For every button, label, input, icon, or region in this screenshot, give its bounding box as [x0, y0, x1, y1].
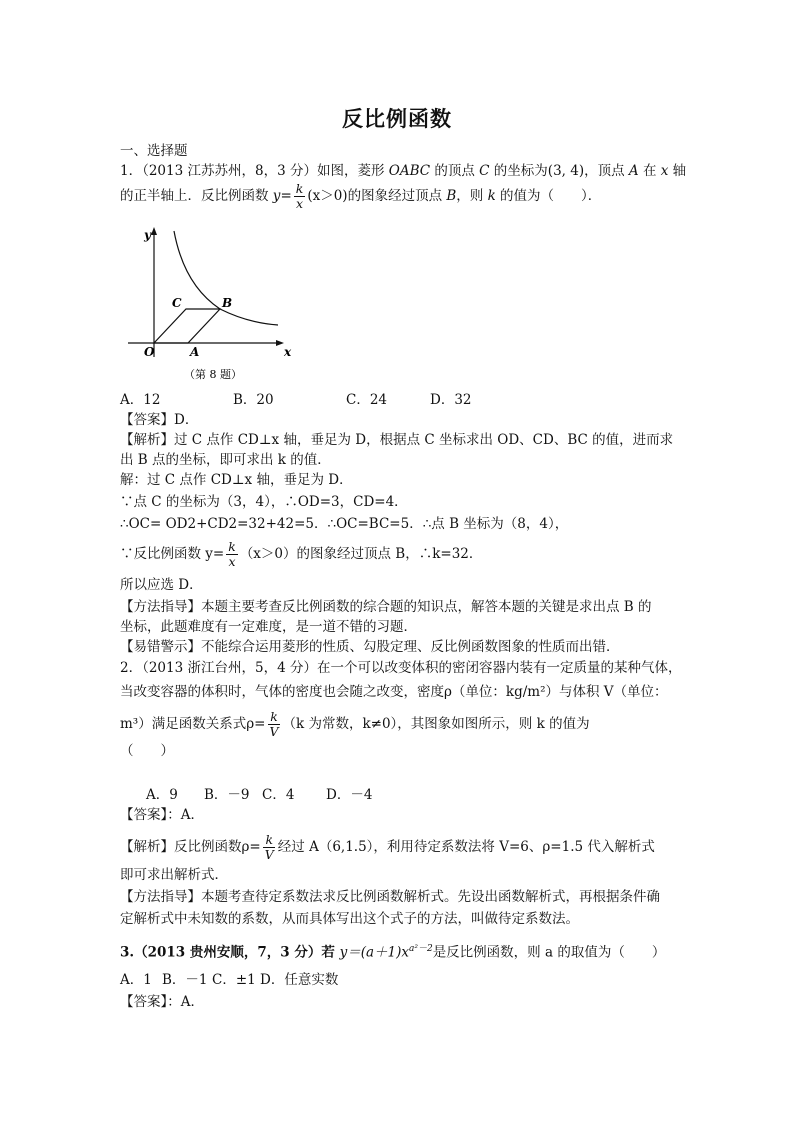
q2-options: [146, 786, 372, 804]
q1-stem-line2: 的正半轴上．反比例函数 y= $\frac{k}{x}$ (x＞0)的图象经过顶点 B，则 k 的值为（ ）．: [120, 181, 602, 211]
q3-options: [120, 971, 338, 989]
y-axis-arrow: [151, 227, 157, 235]
q2-stem-line2: 当改变容器的体积时，气体的密度也会随之改变，密度ρ（单位：kg/m²）与体积 V（单位：: [120, 684, 668, 700]
q1-answer: 【答案】D．: [120, 412, 199, 428]
q2-option-a: A．9: [146, 787, 178, 803]
q2-answer: 【答案】：A．: [120, 807, 204, 823]
q1-stem-line1: 1．（2013 江苏苏州，8，3 分）如图，菱形 OABC 的顶点 C 的坐标为(3, 4)，顶点 A 在 x 轴: [120, 163, 687, 179]
q1-options: [120, 391, 472, 409]
q2-stem-line4: （ ）: [120, 743, 174, 759]
q2-option-c: C．4: [262, 787, 295, 803]
q2-option-d: D．－4: [326, 787, 373, 803]
q1-solution-fraction: $\frac{k}{x}$: [228, 539, 236, 569]
q3-answer: 【答案】：A．: [120, 994, 204, 1010]
q1-warning: 【易错警示】不能综合运用菱形的性质、勾股定理、反比例函数图象的性质而出错．: [120, 639, 620, 655]
q2-method-line1: 【方法指导】本题考查待定系数法求反比例函数解析式。先设出函数解析式，再根据条件确: [120, 889, 660, 905]
hyperbola-curve: [174, 231, 278, 325]
q2-analysis-line1: 【解析】反比例函数ρ= $\frac{k}{V}$ 经过 A（6,1.5），利用待定系数法将 V=6、ρ=1.5 代入解析式: [120, 832, 655, 862]
section-heading: 一、选择题: [120, 143, 188, 159]
q1-solution-line1: 解：过 C 点作 CD⊥x 轴，垂足为 D．: [120, 472, 353, 488]
q1-analysis-line1: 【解析】过 C 点作 CD⊥x 轴，垂足为 D，根据点 C 坐标求出 OD、CD、BC 的值，进而求: [120, 432, 674, 448]
page-title: 反比例函数: [342, 107, 452, 131]
q2-method-line2: 定解析式中未知数的系数，从而具体写出这个式子的方法，叫做待定系数法。: [120, 911, 579, 927]
x-axis-arrow: [276, 340, 284, 346]
label-b: B: [222, 296, 233, 310]
q3-option-d: D．任意实数: [260, 972, 339, 988]
label-x: x: [284, 345, 292, 359]
q2-analysis-line2: 即可求出解析式．: [120, 867, 228, 883]
q1-method-line1: 【方法指导】本题主要考查反比例函数的综合题的知识点，解答本题的关键是求出点 B 的: [120, 599, 652, 615]
q1-solution-line5: 所以应选 D．: [120, 577, 203, 593]
figure-caption: （第 8 题）: [184, 368, 242, 381]
q1-solution-line4: ∵反比例函数 y= $\frac{k}{x}$ （x＞0）的图象经过顶点 B，∴k=32．: [120, 539, 483, 569]
q1-fraction: $\frac{k}{x}$: [295, 181, 304, 211]
q1-solution-line2: ∵点 C 的坐标为（3，4），∴OD=3，CD=4．: [120, 494, 408, 510]
label-o: O: [144, 345, 155, 359]
q1-analysis-line2: 出 B 点的坐标，即可求出 k 的值．: [120, 452, 331, 468]
q3-option-b: B．－1: [162, 972, 208, 988]
label-c: C: [172, 296, 182, 310]
rhombus-oabc: [154, 309, 220, 343]
q2-option-b: B．－9: [204, 787, 250, 803]
q2-analysis-fraction: $\frac{k}{V}$: [264, 832, 274, 862]
label-a: A: [190, 345, 200, 359]
q3-option-c: C．±1: [212, 972, 256, 988]
q2-stem-line3: m³）满足函数关系式ρ= $\frac{k}{V}$ （k 为常数，k≠0），其图象如图所示，则 k 的值为: [120, 709, 590, 739]
q1-solution-line3: ∴OC= OD2+CD2=32+42=5．∴OC=BC=5．∴点 B 坐标为（8，4），: [120, 516, 569, 532]
q1-option-b: B．20: [233, 392, 274, 408]
label-y: y: [144, 228, 151, 242]
q1-option-c: C．24: [346, 392, 388, 408]
q3-option-a: A．1: [120, 972, 152, 988]
q1-option-a: A．12: [120, 392, 161, 408]
q1-figure: [118, 225, 298, 385]
q1-option-d: D．32: [430, 392, 472, 408]
q1-method-line2: 坐标，此题难度有一定难度，是一道不错的习题．: [120, 619, 417, 635]
q2-fraction: $\frac{k}{V}$: [269, 709, 279, 739]
q2-stem-line1: 2．（2013 浙江台州，5，4 分）在一个可以改变体积的密闭容器内装有一定质量的某种气体，: [120, 660, 682, 676]
q3-stem: 3.（2013 贵州安顺，7，3 分）若 $y=(a+1)x^{a^2-2}$是反比例函数，则 a 的取值为（ ）: [120, 944, 666, 961]
